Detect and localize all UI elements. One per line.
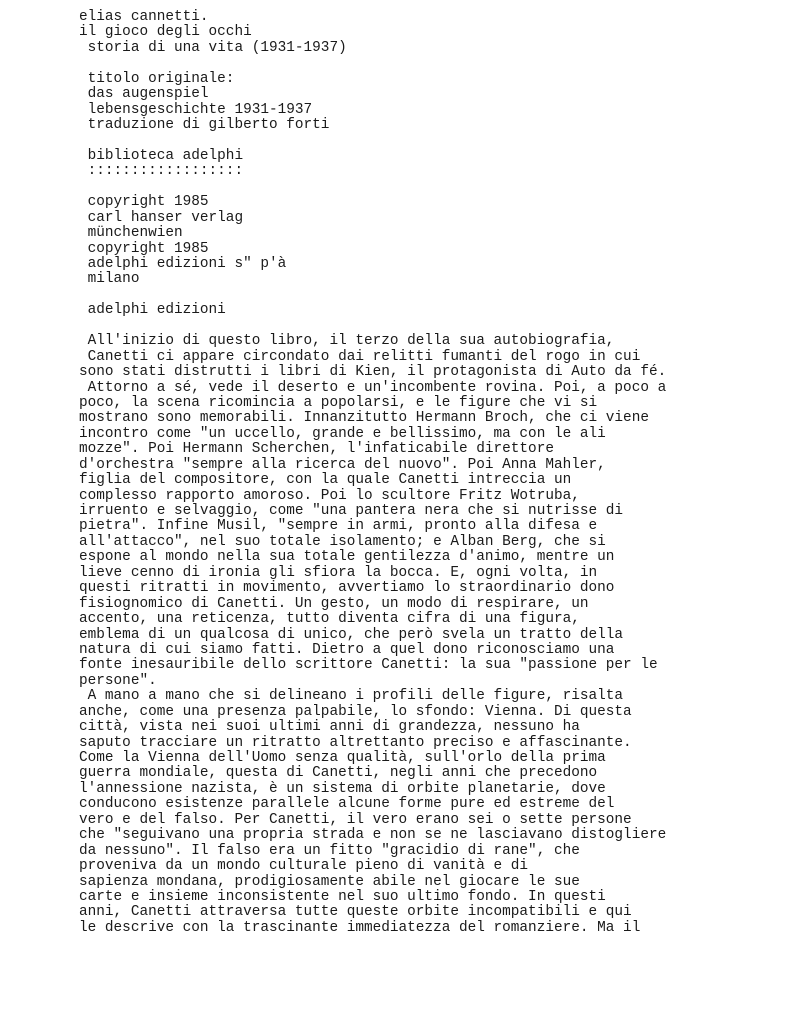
blank-line — [79, 56, 779, 71]
text-line: che "seguivano una propria strada e non se ne lasciavano distogliere — [79, 827, 667, 844]
text-line: Attorno a sé, vede il deserto e un'incombente rovina. Poi, a poco a — [79, 379, 667, 396]
text-line: lebensgeschichte 1931-1937 — [79, 101, 313, 118]
blank-line — [79, 319, 779, 334]
text-line: elias cannetti. — [79, 9, 209, 25]
text-line: conducono esistenze parallele alcune forme pure ed estreme del — [79, 796, 615, 813]
text-line: All'inizio di questo libro, il terzo della sua autobiografia, — [79, 333, 615, 350]
text-line: anche, come una presenza palpabile, lo sfondo: Vienna. Di questa — [79, 703, 632, 720]
text-line: mozze". Poi Hermann Scherchen, l'infaticabile direttore — [79, 441, 554, 458]
text-line: carte e insieme inconsistente nel suo ultimo fondo. In questi — [79, 888, 606, 905]
text-line: d'orchestra "sempre alla ricerca del nuovo". Poi Anna Mahler, — [79, 456, 606, 473]
text-line: Come la Vienna dell'Uomo senza qualità, sull'orlo della prima — [79, 750, 606, 766]
text-line: Canetti ci appare circondato dai relitti fumanti del rogo in cui — [79, 348, 641, 365]
text-line: figlia del compositore, con la quale Canetti intreccia un — [79, 472, 572, 489]
blank-line — [79, 288, 779, 303]
text-line: il gioco degli occhi — [79, 24, 252, 41]
blank-line — [79, 134, 779, 149]
text-line: le descrive con la trascinante immediatezza del romanziere. Ma il — [79, 919, 641, 936]
text-line: copyright 1985 — [79, 240, 209, 257]
blank-line — [79, 180, 779, 195]
text-line: espone al mondo nella sua totale gentilezza d'animo, mentre un — [79, 549, 615, 566]
text-line: città, vista nei suoi ultimi anni di grandezza, nessuno ha — [79, 719, 580, 736]
text-line: irruento e selvaggio, come "una pantera nera che si nutrisse di — [79, 503, 624, 519]
text-line: carl hanser verlag — [79, 209, 244, 226]
text-line: biblioteca adelphi — [79, 147, 244, 164]
text-line: adelphi edizioni s" p'à — [79, 256, 287, 272]
text-line: questi ritratti in movimento, avvertiamo lo straordinario dono — [79, 580, 615, 597]
text-line: lieve cenno di ironia gli sfiora la bocca. E, ogni volta, in — [79, 564, 598, 581]
text-line: l'annessione nazista, è un sistema di orbite planetarie, dove — [79, 780, 606, 797]
text-line: storia di una vita (1931-1937) — [79, 39, 347, 56]
text-line: vero e del falso. Per Canetti, il vero erano sei o sette persone — [79, 811, 632, 828]
text-line: münchenwien — [79, 225, 183, 242]
text-line: adelphi edizioni — [79, 302, 226, 319]
text-line: copyright 1985 — [79, 194, 209, 211]
text-line: milano — [79, 271, 140, 288]
text-line: accento, una reticenza, tutto diventa cifra di una figura, — [79, 611, 580, 628]
text-line: persone". — [79, 672, 157, 689]
text-line: :::::::::::::::::: — [79, 163, 244, 180]
text-line: natura di cui siamo fatti. Dietro a quel dono riconosciamo una — [79, 641, 615, 658]
text-line: A mano a mano che si delineano i profili delle figure, risalta — [79, 688, 624, 705]
text-line: poco, la scena ricomincia a popolarsi, e le figure che vi si — [79, 394, 598, 411]
text-line: emblema di un qualcosa di unico, che però svela un tratto della — [79, 626, 624, 643]
text-line: all'attacco", nel suo totale isolamento; e Alban Berg, che si — [79, 533, 606, 550]
text-line: sono stati distrutti i libri di Kien, il protagonista di Auto da fé. — [79, 364, 667, 381]
text-line: saputo tracciare un ritratto altrettanto preciso e affascinante. — [79, 734, 632, 751]
text-line: titolo originale: — [79, 70, 235, 87]
text-line: sapienza mondana, prodigiosamente abile nel giocare le sue — [79, 873, 580, 890]
text-line: das augenspiel — [79, 86, 209, 103]
text-line: traduzione di gilberto forti — [79, 117, 330, 134]
text-line: anni, Canetti attraversa tutte queste orbite incompatibili e qui — [79, 904, 632, 921]
text-line: mostrano sono memorabili. Innanzitutto Hermann Broch, che ci viene — [79, 410, 649, 427]
text-line: proveniva da un mondo culturale pieno di vanità e di — [79, 858, 529, 875]
text-line: incontro come "un uccello, grande e bellissimo, ma con le ali — [79, 425, 606, 442]
document-text — [79, 10, 779, 936]
text-line: complesso rapporto amoroso. Poi lo scultore Fritz Wotruba, — [79, 487, 580, 504]
text-line: fisiognomico di Canetti. Un gesto, un modo di respirare, un — [79, 595, 589, 612]
text-line: da nessuno". Il falso era un fitto "gracidio di rane", che — [79, 842, 580, 859]
text-line: pietra". Infine Musil, "sempre in armi, pronto alla difesa e — [79, 518, 598, 535]
text-line: fonte inesauribile dello scrittore Canetti: la sua "passione per le — [79, 657, 658, 674]
text-line: guerra mondiale, questa di Canetti, negli anni che precedono — [79, 765, 598, 782]
